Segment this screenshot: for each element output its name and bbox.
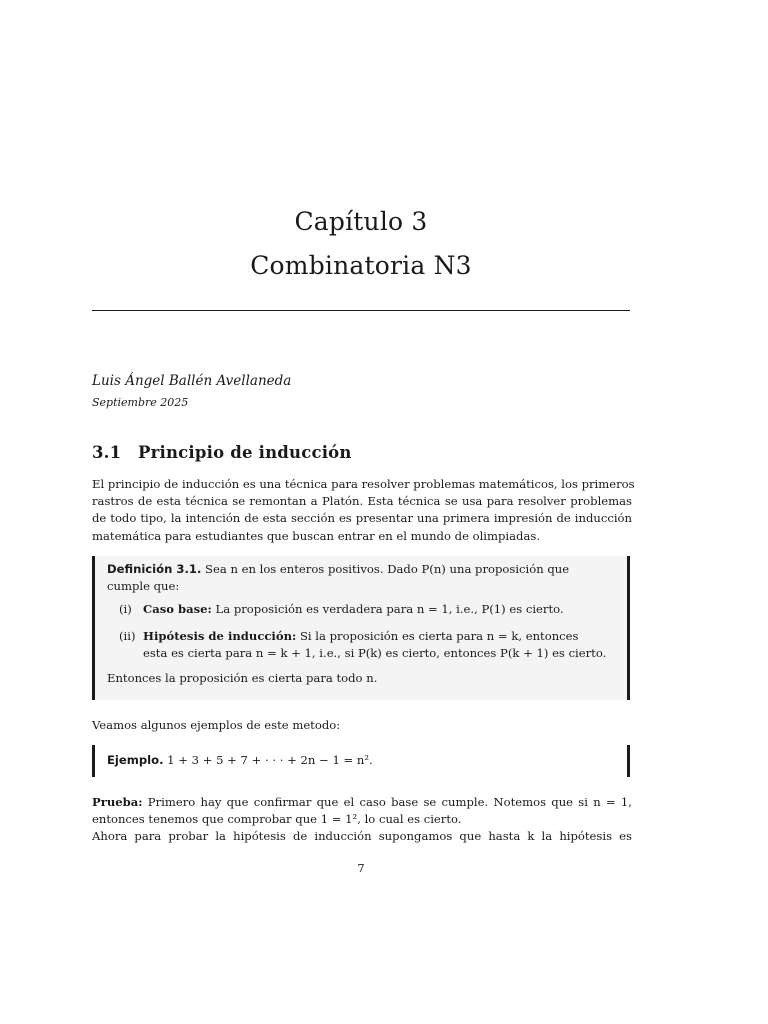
item-marker: (ii) (119, 628, 136, 643)
definition-text: Sea n en los enteros positivos. Dado P(n) una proposición que (201, 562, 570, 576)
item-text: Si la proposición es cierta para n = k, entonces (296, 628, 579, 643)
section-number: 3.1 (92, 443, 122, 462)
item-heading: Hipótesis de inducción: (143, 628, 297, 643)
definition-closing: Entonces la proposición es cierta para todo n. (107, 671, 378, 686)
definition-item-induction (107, 628, 613, 662)
horizontal-rule (92, 310, 630, 311)
proof-text: Primero hay que confirmar que el caso base se cumple. Notemos que si n = 1, (142, 795, 632, 809)
example-formula: 1 + 3 + 5 + 7 + · · · + 2n − 1 = n². (163, 753, 373, 767)
paragraph-line: rastros de esta técnica se remontan a Platón. Esta técnica se usa para resolver problemas (92, 494, 632, 509)
item-heading: Caso base: (143, 602, 212, 617)
paragraph-line: Ahora para probar la hipótesis de inducción supongamos que hasta k la hipótesis es (92, 829, 632, 844)
item-text: esta es cierta para n = k + 1, i.e., si P(k) es cierto, entonces P(k + 1) es cierto. (143, 645, 607, 660)
definition-second-line: cumple que: (107, 579, 180, 594)
page-number: 7 (357, 861, 365, 875)
example-box (92, 745, 630, 777)
section-heading (92, 443, 352, 462)
proof-paragraph (92, 794, 632, 846)
paragraph-line: El principio de inducción es una técnica para resolver problemas matemáticos, los primeros (92, 477, 635, 491)
chapter-title: Combinatoria N3 (250, 251, 472, 280)
proof-first-line (92, 794, 632, 811)
definition-item-base-case (107, 601, 613, 618)
publication-date: Septiembre 2025 (92, 396, 189, 409)
proof-label: Prueba: (92, 795, 143, 809)
author-name: Luis Ángel Ballén Avellaneda (92, 373, 292, 389)
chapter-number: Capítulo 3 (294, 207, 428, 236)
item-marker: (i) (119, 602, 132, 617)
example-label: Ejemplo. (107, 753, 164, 767)
definition-box (92, 556, 630, 700)
paragraph-line: matemática para estudiantes que buscan entrar en el mundo de olimpiadas. (92, 528, 541, 543)
example-line (107, 752, 613, 769)
examples-intro (92, 717, 632, 734)
paragraph-line: de todo tipo, la intención de esta sección es presentar una primera impresión de inducción (92, 511, 632, 526)
intro-paragraph (92, 476, 635, 545)
definition-first-line (107, 561, 613, 578)
paragraph-line: Veamos algunos ejemplos de este metodo: (92, 718, 341, 732)
item-text: La proposición es verdadera para n = 1, i.e., P(1) es cierto. (211, 602, 564, 617)
section-title: Principio de inducción (138, 443, 352, 462)
paragraph-line: entonces tenemos que comprobar que 1 = 1², lo cual es cierto. (92, 812, 462, 827)
chapter-heading (92, 200, 630, 288)
definition-label: Definición 3.1. (107, 562, 202, 576)
